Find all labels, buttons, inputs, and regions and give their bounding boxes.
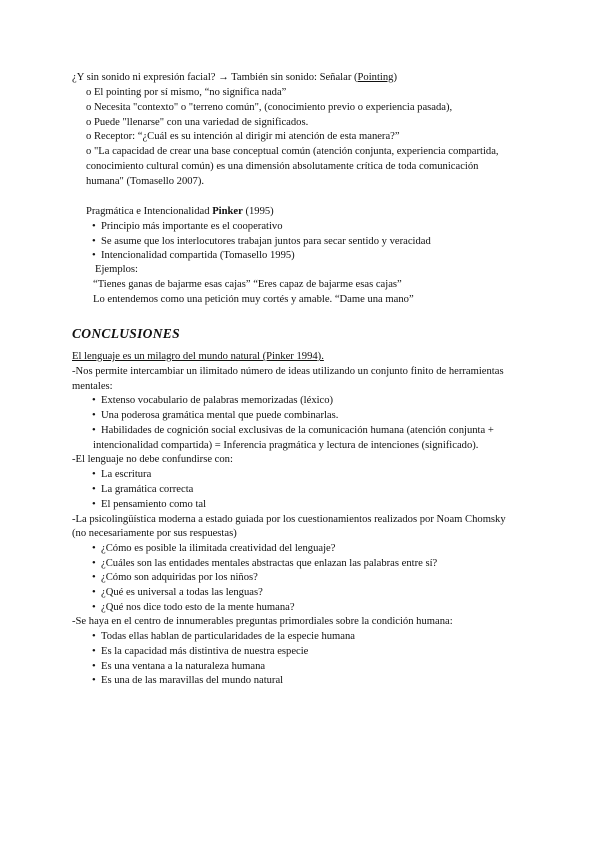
tools-bullet-3a: • Habilidades de cognición social exclusivas de la comunicación humana (atención conjunta + bbox=[101, 424, 494, 438]
question-bullet-4: • ¿Qué es universal a todas las lenguas? bbox=[101, 586, 263, 600]
conclusiones-subtitle bbox=[72, 350, 324, 364]
conclusiones-heading: CONCLUSIONES bbox=[72, 326, 180, 341]
confuse-bullet-1: • La escritura bbox=[101, 468, 151, 482]
tools-bullet-1: • Extenso vocabulario de palabras memorizadas (léxico) bbox=[101, 394, 333, 408]
pointing-point-5c: humana" (Tomasello 2007). bbox=[86, 176, 205, 187]
example-line-1: “Tienes ganas de bajarme esas cajas” “Eres capaz de bajarme esas cajas” bbox=[93, 279, 402, 290]
tools-bullet-2: • Una poderosa gramática mental que puede combinarlas. bbox=[101, 409, 338, 423]
question-bullet-2: • ¿Cuáles son las entidades mentales abstractas que enlazan las palabras entre sí? bbox=[101, 557, 437, 571]
pointing-point-5b: conocimiento cultural común) es una dimensión absolutamente crítica de toda comunicación bbox=[86, 161, 479, 172]
pinker-title bbox=[86, 205, 274, 219]
pointing-point-4: o Receptor: “¿Cuál es su intención al dirigir mi atención de esta manera?” bbox=[86, 131, 400, 142]
pointing-point-5a: o "La capacidad de crear una base conceptual común (atención conjunta, experiencia compartida, bbox=[86, 146, 499, 157]
human-bullet-4: • Es una de las maravillas del mundo natural bbox=[101, 674, 283, 688]
conclusiones-subtitle-ref: (Pinker 1994). bbox=[260, 351, 324, 362]
pinker-name: Pinker bbox=[212, 206, 243, 217]
examples-label: Ejemplos: bbox=[95, 264, 138, 275]
pointing-point-1: o El pointing por sí mismo, “no significa nada” bbox=[86, 87, 287, 98]
question-bullet-5: • ¿Qué nos dice todo esto de la mente humana? bbox=[101, 601, 295, 615]
conclusion-3a: -La psicolingüística moderna a estado guiada por los cuestionamientos realizados por Noam Chomsky bbox=[72, 514, 506, 525]
human-bullet-2: • Es la capacidad más distintiva de nuestra especie bbox=[101, 645, 308, 659]
conclusion-3b: (no necesariamente por sus respuestas) bbox=[72, 528, 237, 539]
conclusiones-subtitle-text: El lenguaje es un milagro del mundo natural bbox=[72, 351, 260, 362]
pinker-year: (1995) bbox=[242, 206, 274, 217]
conclusion-4: -Se haya en el centro de innumerables preguntas primordiales sobre la condición humana: bbox=[72, 616, 453, 627]
pinker-bullet-3: • Intencionalidad compartida (Tomasello 1995) bbox=[101, 249, 295, 263]
tools-bullet-3b: intencionalidad compartida) = Inferencia pragmática y lectura de intenciones (significado). bbox=[93, 440, 479, 451]
question-bullet-1: • ¿Cómo es posible la ilimitada creatividad del lenguaje? bbox=[101, 542, 335, 556]
question-bullet-3: • ¿Cómo son adquiridas por los niños? bbox=[101, 571, 258, 585]
conclusion-1a: -Nos permite intercambiar un ilimitado número de ideas utilizando un conjunto finito de herramientas bbox=[72, 366, 504, 377]
human-bullet-3: • Es una ventana a la naturaleza humana bbox=[101, 660, 265, 674]
pinker-title-text: Pragmática e Intencionalidad bbox=[86, 206, 213, 217]
pointing-term: Pointing bbox=[357, 72, 394, 83]
pointing-question bbox=[72, 71, 397, 85]
conclusion-1b: mentales: bbox=[72, 381, 113, 392]
pointing-question-text: ¿Y sin sonido ni expresión facial? → También sin sonido: Señalar ( bbox=[72, 72, 358, 83]
pointing-question-end: ) bbox=[393, 72, 397, 83]
pointing-point-2: o Necesita "contexto" o "terreno común", (conocimiento previo o experiencia pasada), bbox=[86, 102, 453, 113]
confuse-bullet-2: • La gramática correcta bbox=[101, 483, 193, 497]
pointing-point-3: o Puede "llenarse" con una variedad de significados. bbox=[86, 117, 309, 128]
example-line-2: Lo entendemos como una petición muy cortés y amable. “Dame una mano” bbox=[93, 294, 414, 305]
pinker-bullet-2: • Se asume que los interlocutores trabajan juntos para secar sentido y veracidad bbox=[101, 235, 431, 249]
conclusion-2: -El lenguaje no debe confundirse con: bbox=[72, 454, 233, 465]
pinker-bullet-1: • Principio más importante es el cooperativo bbox=[101, 220, 283, 234]
human-bullet-1: • Todas ellas hablan de particularidades de la especie humana bbox=[101, 630, 355, 644]
confuse-bullet-3: • El pensamiento como tal bbox=[101, 498, 206, 512]
